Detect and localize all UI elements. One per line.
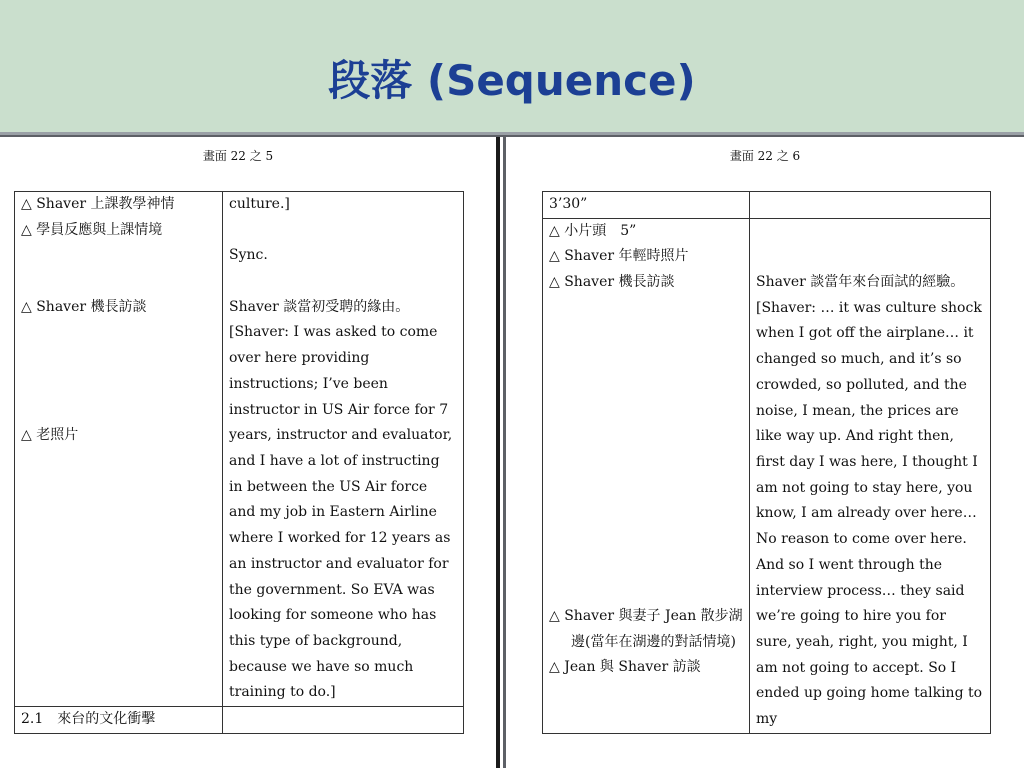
cue-item: △ Shaver 機長訪談 [21, 298, 147, 315]
cue-item: △ Shaver 與妻子 Jean 散步湖邊(當年在湖邊的對話情境) [549, 608, 743, 650]
cue-cell [15, 192, 223, 707]
section-cell: 2.1 來台的文化衝擊 [15, 707, 223, 734]
empty-cell [750, 192, 991, 219]
timecode-cell: 3’30” [543, 192, 750, 219]
empty-cell [223, 707, 464, 734]
table-row [543, 218, 991, 733]
page-separator-shadow [503, 137, 506, 768]
narration-text: [Shaver: I was asked to come over here providing instructions; I’ve been instructor in US Air force for 7 years, instructor and evaluator, and I have a lot of instructing in between the US Air force and my job in Eastern Airline where I worked for 12 years as an instructor and evaluator for the government. So EVA was looking for someone who has this type of background, because we have so much training to do.] [229, 324, 453, 701]
narration-text: culture.] [229, 196, 290, 212]
cue-item: △ Shaver 上課教學神情 [21, 196, 175, 212]
left-page-label: 畫面 22 之 5 [202, 149, 274, 163]
cue-item: △ 小片頭 5” [549, 222, 637, 239]
cue-item: △ 學員反應與上課情境 [21, 221, 163, 238]
narration-text: [Shaver: … it was culture shock when I got off the airplane… it changed so much, and it’s so crowded, so polluted, and the noise, I mean, the prices are like way up. And right then, first day I was here, I thought I am not going to stay here, you know, I am already over here…No reason to come over here. And so I went through the interview process… they said we’re going to hire you for sure, yeah, right, you might, I am not going to accept. So I ended up going home talking to my [756, 299, 983, 728]
cue-item: △ Jean 與 Shaver 訪談 [549, 659, 701, 676]
page-separator [496, 137, 500, 768]
right-page-label: 畫面 22 之 6 [729, 149, 801, 163]
right-script-table [542, 191, 991, 734]
narration-text: Shaver 談當年來台面試的經驗。 [756, 274, 965, 291]
cue-item: △ Shaver 年輕時照片 [549, 248, 689, 265]
banner-divider-shadow [0, 135, 1024, 137]
narration-text: Shaver 談當初受聘的緣由。 [229, 298, 410, 315]
cue-item: △ Shaver 機長訪談 [549, 274, 675, 291]
cue-item: △ 老照片 [21, 427, 79, 444]
cue-cell [543, 218, 750, 733]
slide-title: 段落 (Sequence) [328, 56, 696, 105]
table-row [15, 192, 464, 707]
table-row [543, 192, 991, 219]
narration-cell [223, 192, 464, 707]
table-row [15, 707, 464, 734]
narration-text: Sync. [229, 247, 268, 264]
left-script-table [14, 191, 464, 734]
narration-cell [750, 218, 991, 733]
